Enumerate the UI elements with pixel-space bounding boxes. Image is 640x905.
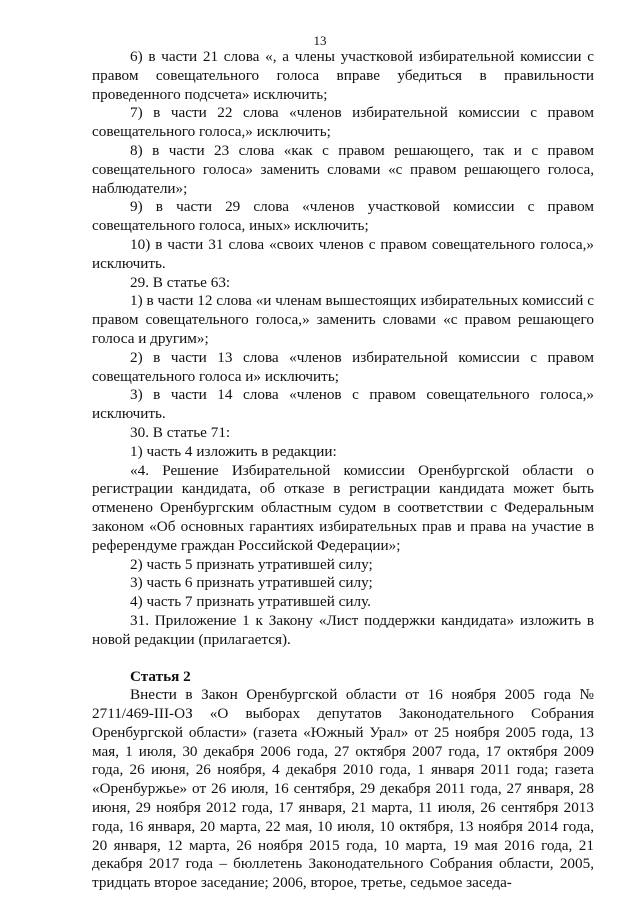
paragraph: 3) в части 14 слова «членов с правом совещательного голоса,» исключить.: [92, 386, 594, 423]
paragraph: 29. В статье 63:: [130, 273, 231, 291]
paragraph: «4. Решение Избирательной комиссии Оренбургской области о регистрации кандидата, об отказе в регистрации кандидата может быть отменено Оренбургским областным судом в соответствии с Федеральным законом «Об основных гарантиях избирательных прав и права на участие в референдуме граждан Российской Федерации»;: [92, 461, 594, 554]
paragraph: 2) часть 5 признать утратившей силу;: [130, 555, 373, 573]
page-number: 13: [313, 33, 327, 48]
paragraph: 1) в части 12 слова «и членам вышестоящих избирательных комиссий с правом совещательного голоса,» заменить словами «с правом решающего голоса и другим»;: [92, 292, 594, 347]
document-body: [92, 48, 594, 893]
paragraph: 9) в части 29 слова «членов участковой комиссии с правом совещательного голоса, иных» исключить;: [92, 198, 594, 235]
paragraph: 6) в части 21 слова «, а члены участковой избирательной комиссии с правом совещательного голоса вправе убедиться в правильности проведенного подсчета» исключить;: [92, 48, 594, 103]
paragraph: 3) часть 6 признать утратившей силу;: [130, 574, 373, 592]
paragraph: 7) в части 22 слова «членов избирательной комиссии с правом совещательного голоса,» исключить;: [92, 104, 594, 141]
paragraph: 4) часть 7 признать утратившей силу.: [130, 593, 371, 611]
paragraph: 8) в части 23 слова «как с правом решающего, так и с правом совещательного голоса» заменить словами «с правом решающего голоса, наблюдатели»;: [92, 141, 594, 197]
paragraph: 30. В статье 71:: [130, 423, 231, 441]
paragraph: 1) часть 4 изложить в редакции:: [130, 442, 337, 460]
paragraph: Внести в Закон Оренбургской области от 16 ноября 2005 года № 2711/469-III-ОЗ «О выборах депутатов Законодательного Собрания Оренбургской области» (газета «Южный Урал» от 25 ноября 2005 года, 13 мая, 1 июля, 30 декабря 2006 года, 27 октября 2007 года, 17 октября 2009 года, 26 июня, 26 ноября, 4 декабря 2010 года, 1 января 2011 года; газета «Оренбуржье» от 26 июля, 16 сентября, 29 декабря 2011 года, 27 января, 28 июня, 29 ноября 2012 года, 17 января, 21 марта, 11 июля, 26 сентября 2013 года, 16 января, 20 марта, 22 мая, 10 июля, 10 октября, 13 ноября 2014 года, 20 января, 12 марта, 26 ноября 2015 года, 10 марта, 19 мая 2016 года, 21 декабря 2017 года – бюллетень Законодательного Собрания области, 2005, тридцать второе заседание; 2006, второе, третье, седьмое заседа-: [92, 686, 594, 892]
paragraph: 10) в части 31 слова «своих членов с правом совещательного голоса,» исключить.: [92, 235, 594, 272]
paragraph: 31. Приложение 1 к Закону «Лист поддержки кандидата» изложить в новой редакции (прилагается).: [92, 611, 594, 648]
paragraph: 2) в части 13 слова «членов избирательной комиссии с правом совещательного голоса и» исключить;: [92, 348, 594, 385]
article-heading: Статья 2: [130, 667, 191, 685]
